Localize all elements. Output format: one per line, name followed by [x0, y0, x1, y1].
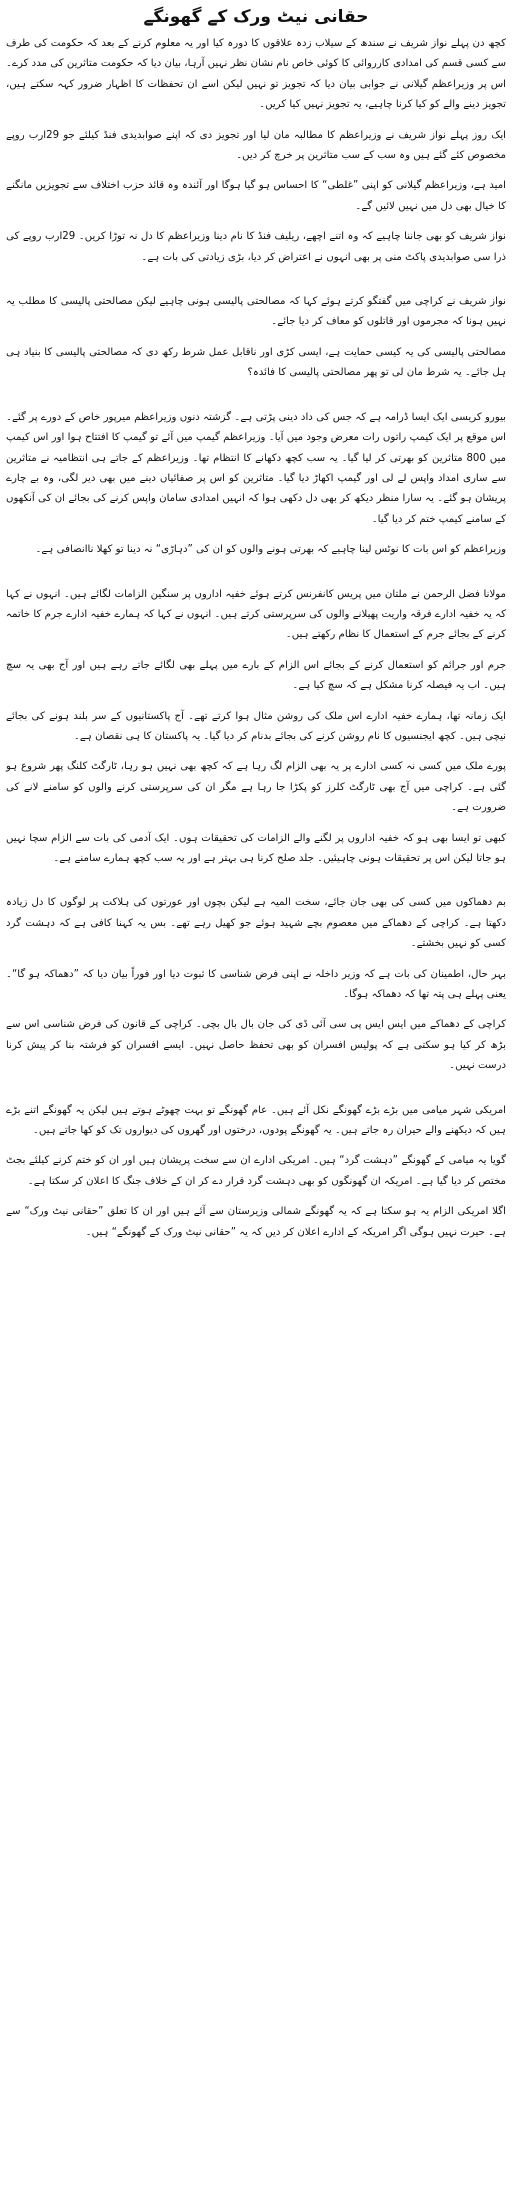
- paragraph-gap: [6, 333, 506, 343]
- paragraph-gap: [6, 697, 506, 707]
- paragraph: پورے ملک میں کسی نہ کسی ادارے پر یہ بھی الزام لگ رہا ہے کہ کچھ بھی نہیں ہو رہا، ٹارگٹ کلنگ پھر شروع ہو گئی ہے۔ کراچی میں آج بھی ٹارگٹ کلرز کو پکڑا جا رہا ہے مگر ان کی سرپرستی کرنے والوں کو سامنے لانے کی ضرورت ہے۔: [6, 761, 506, 814]
- section-gap: [6, 1077, 506, 1101]
- paragraph: کچھ دن پہلے نواز شریف نے سندھ کے سیلاب زدہ علاقوں کا دورہ کیا اور یہ معلوم کرنے کے بعد کہ حکومت کی طرف سے کسی قسم کی امدادی کارروائی کا کوئی خاص نام نشان نظر نہیں آرہا، بیان دیا کہ حکومت متاثرین کی مدد کرے۔ اس پر وزیراعظم گیلانی نے جوابی بیان دیا کہ تجویز تو نہیں لیکن اسے ان تحفظات کا اظہار ضرور کہہ سکتے ہیں، تجویز دینے والے کو کیا کرنا چاہیے، یہ تجویز نہیں کیا کریں۔: [6, 38, 506, 111]
- paragraph-gap: [6, 116, 506, 126]
- paragraph: اگلا امریکی الزام یہ ہو سکتا ہے کہ یہ گھونگے شمالی وزیرستان سے آئے ہیں اور ان کا تعلق ”حقانی نیٹ ورک“ سے ہے۔ حیرت نہیں ہوگی اگر امریکہ کے ادارے اعلان کر دیں کہ یہ ”حقانی نیٹ ورک کے گھونگے“ ہیں۔: [6, 1206, 506, 1238]
- section-gap: [6, 561, 506, 585]
- section-gap: [6, 268, 506, 292]
- column-body: [6, 34, 506, 1243]
- paragraph: گویا یہ میامی کے گھونگے ”دہشت گرد“ ہیں۔ امریکی ادارے ان سے سخت پریشان ہیں اور ان کو ختم کرنے کیلئے بجٹ مختص کر دیا گیا ہے۔ امریکہ ان گھونگوں کو بھی دہشت گرد قرار دے کر ان کے خلاف جنگ کا اعلان کر سکتا ہے۔: [6, 1155, 506, 1187]
- paragraph-gap: [6, 530, 506, 540]
- section-gap: [6, 384, 506, 408]
- paragraph: بم دھماکوں میں کسی کی بھی جان جائے، سخت المیہ ہے لیکن بچوں اور عورتوں کی ہلاکت پر لوگوں کا دل زیادہ دکھتا ہے۔ کراچی کے دھماکے میں معصوم بچے شہید ہوئے جو کھیل رہے تھے۔ بس یہ کہنا کافی ہے کہ دہشت گرد کسی کو نہیں بخشتے۔: [6, 897, 506, 950]
- paragraph: بہر حال، اطمینان کی بات ہے کہ وزیر داخلہ نے اپنی فرض شناسی کا ثبوت دیا اور فوراً بیان دیا کہ ”دھماکہ ہو گا“۔ یعنی پہلے ہی پتہ تھا کہ دھماکہ ہوگا۔: [6, 968, 506, 1001]
- paragraph-gap: [6, 1192, 506, 1202]
- paragraph-gap: [6, 1141, 506, 1151]
- paragraph: ایک روز پہلے نواز شریف نے وزیراعظم کا مطالبہ مان لیا اور تجویز دی کہ اپنے صوابدیدی فنڈ کیلئے جو 29ارب روپے مخصوص کئے گئے ہیں وہ سب کے سب متاثرین پر خرچ کر دیں۔: [6, 129, 506, 162]
- column-headline: حقانی نیٹ ورک کے گھونگے: [143, 7, 369, 27]
- paragraph: امید ہے، وزیراعظم گیلانی کو اپنی ”غلطی“ کا احساس ہو گیا ہوگا اور آئندہ وہ قائد حزب اختلاف سے تجویزیں مانگنے کا خیال بھی دل میں نہیں لائیں گے۔: [6, 180, 506, 212]
- paragraph: ایک زمانہ تھا، ہمارے خفیہ ادارے اس ملک کی روشن مثال ہوا کرتے تھے۔ آج پاکستانیوں کے سر بلند ہونے کی بجائے نیچی ہیں۔ کچھ ایجنسیوں کا نام روشن کرنے کی بجائے بدنام کر دیا گیا۔ یہ پاکستان کا ہی نقصان ہے۔: [6, 710, 506, 742]
- paragraph: امریکی شہر میامی میں بڑے بڑے گھونگے نکل آئے ہیں۔ عام گھونگے تو بہت چھوٹے ہوتے ہیں لیکن یہ گھونگے اتنے بڑے ہیں کہ دیکھنے والے حیران رہ جاتے ہیں۔ یہ گھونگے پودوں، درختوں اور گھروں کی دیواروں تک کو کھا جاتے ہیں۔: [6, 1104, 506, 1137]
- paragraph: بیورو کریسی ایک ایسا ڈرامہ ہے کہ جس کی داد دینی پڑتی ہے۔ گزشتہ دنوں وزیراعظم میرپور خاص کے دورے پر گئے۔ اس موقع پر ایک کیمپ راتوں رات معرض وجود میں آیا۔ وزیراعظم گیمپ میں آئے تو گیمپ کا افتتاح ہوا اور اس کیمپ میں 800 متاثرین کو بھرتی کر لیا گیا۔ یہ سب کچھ دکھانے کا انتظام تھا۔ وزیراعظم کے جاتے ہی انتظامیہ نے متاثرین سے ساری امداد واپس لے لی اور گیمپ اکھاڑ دیا گیا۔ متاثرین کو اس پر صفائیاں دینے میں بھی دیر لگی، وہ بے چارے پریشان ہو گئے۔ یہ سارا منظر دیکھ کر بھی دل دکھی ہوا کہ انہیں امدادی سامان واپس کرنے کی بجائے ان کی آنکھوں کے سامنے کیمپ ختم کر دیا گیا۔: [6, 411, 506, 525]
- paragraph: مصالحتی پالیسی کی یہ کیسی حمایت ہے، ایسی کڑی اور ناقابل عمل شرط رکھ دی کہ مصالحتی پالیسی کا بنیاد ہی ہل جائے۔ یہ شرط مان لی تو پھر مصالحتی پالیسی کا فائدہ؟: [6, 346, 506, 379]
- paragraph: کراچی کے دھماکے میں ایس ایس پی سی آئی ڈی کی جان بال بال بچی۔ کراچی کے قانون کی فرض شناسی اس سے بڑھ کر کیا ہو سکتی ہے کہ پولیس افسران کو بھی تحفظ حاصل نہیں۔ ایسے افسران کو فرشتہ بنا کر پیش کرنا درست نہیں۔: [6, 1019, 506, 1072]
- paragraph: کبھی تو ایسا بھی ہو کہ خفیہ اداروں پر لگنے والے الزامات کی تحقیقات ہوں۔ ایک آدمی کی بات سے الزام سچا نہیں ہو جاتا لیکن اس پر تحقیقات ہونی چاہیئیں۔ جلد صلح کرنا ہی بہتر ہے اور یہ سب کچھ ہمارے سامنے ہے۔: [6, 832, 506, 864]
- paragraph: جرم اور جرائم کو استعمال کرنے کے بجائے اس الزام کے بارے میں پہلے بھی لگائے جاتے رہے ہیں اور آج بھی یہ سچ ہیں۔ اب یہ فیصلہ کرنا مشکل ہے کہ سچ کیا ہے۔: [6, 659, 506, 692]
- paragraph-gap: [6, 747, 506, 757]
- paragraph: وزیراعظم کو اس بات کا نوٹس لینا چاہیے کہ بھرتی ہونے والوں کو ان کی ”دہاڑی“ نہ دینا تو کھلا ناانصافی ہے۔: [35, 544, 506, 556]
- paragraph: مولانا فضل الرحمن نے ملتان میں پریس کانفرنس کرتے ہوئے خفیہ اداروں پر سنگین الزامات لگائے ہیں۔ انہوں نے کہا کہ یہ خفیہ ادارے فرقہ واریت پھیلانے والوں کی سرپرستی کرتے ہیں۔ انہوں نے کہا کہ ہمارے خفیہ ادارے جرم کا خاتمہ کرنے کے بجائے جرم کے استعمال کا نظام رکھتے ہیں۔: [6, 588, 506, 641]
- paragraph-gap: [6, 955, 506, 965]
- paragraph: نواز شریف نے کراچی میں گفتگو کرتے ہوئے کہا کہ مصالحتی پالیسی ہونی چاہیے لیکن مصالحتی پالیسی کا مطلب یہ نہیں ہونا کہ مجرموں اور قاتلوں کو معاف کر دیا جائے۔: [6, 296, 506, 328]
- paragraph-gap: [6, 217, 506, 227]
- paragraph-gap: [6, 166, 506, 176]
- paragraph-gap: [6, 646, 506, 656]
- paragraph: نواز شریف کو بھی جاننا چاہیے کہ وہ اتنے اچھے، ریلیف فنڈ کا نام دینا وزیراعظم کا دل نہ توڑا کریں۔ 29ارب روپے کی ذرا سی صوابدیدی پاکٹ منی پر بھی انہوں نے اعتراض کر دیا، بڑی زیادتی کی بات ہے۔: [6, 231, 506, 263]
- paragraph-gap: [6, 819, 506, 829]
- section-gap: [6, 869, 506, 893]
- paragraph-gap: [6, 1005, 506, 1015]
